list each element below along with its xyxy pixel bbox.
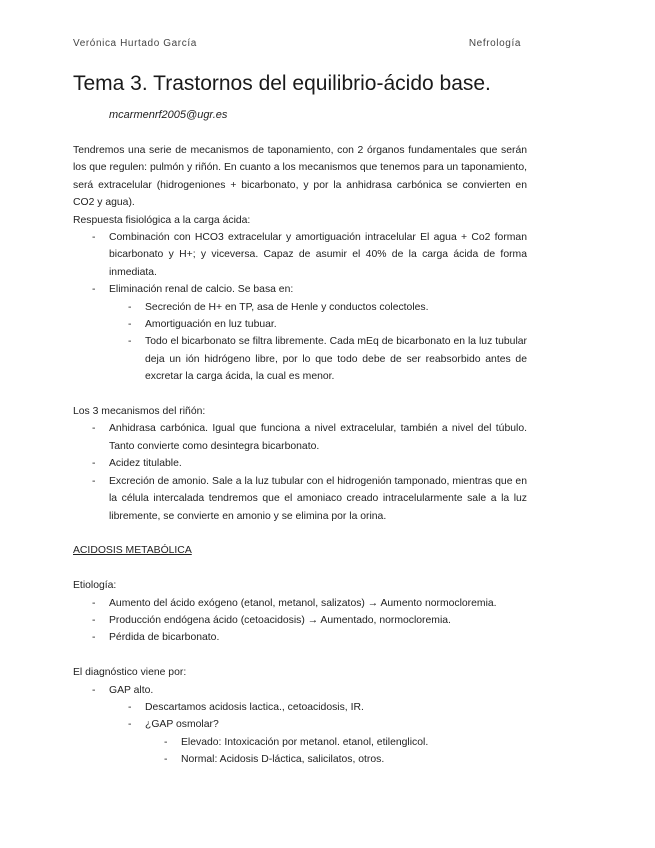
- list-item: - Elevado: Intoxicación por metanol. etanol, etilenglicol.: [181, 734, 527, 751]
- list-item: - Descartamos acidosis lactica., cetoacidosis, IR.: [145, 699, 527, 716]
- list-item: - Excreción de amonio. Sale a la luz tubular con el hidrogenión tamponado, mientras que en la célula intercalada tendremos que el amoniaco creado intracelularmente sale a la luz libremente, se convierte en amonio y se elimina por la orina.: [109, 473, 527, 525]
- diagnostico-label: El diagnóstico viene por:: [73, 667, 187, 679]
- list-item-text: Eliminación renal de calcio. Se basa en:: [109, 284, 294, 296]
- header-subject: Nefrología: [468, 38, 521, 49]
- list-item-text: ¿GAP osmolar?: [145, 719, 219, 731]
- author-email: mcarmenrf2005@ugr.es: [109, 109, 228, 121]
- list-item: - Pérdida de bicarbonato.: [109, 629, 527, 646]
- list-item: - Normal: Acidosis D-láctica, salicilatos, otros.: [181, 751, 527, 768]
- mecanismos-list: [73, 420, 527, 524]
- document-body: [73, 142, 527, 769]
- list-item-text: GAP alto.: [109, 684, 154, 696]
- diagnostico-list: [73, 682, 527, 769]
- list-item: - Todo el bicarbonato se filtra libremente. Cada mEq de bicarbonato en la luz tubular deja un ión hidrógeno libre, por lo que todo debe de ser reabsorbido antes de excretar la carga ácida, la cual es menor.: [145, 333, 527, 385]
- list-item: - Amortiguación en luz tubuar.: [145, 316, 527, 333]
- respuesta-sublist: [109, 299, 527, 386]
- list-item: - Combinación con HCO3 extracelular y amortiguación intracelular El agua + Co2 forman bicarbonato y H+; y viceversa. Capaz de asumir el 40% de la carga ácida de forma inmediata.: [109, 229, 527, 281]
- list-item: - Secreción de H+ en TP, asa de Henle y conductos colectoles.: [145, 299, 527, 316]
- etiologia-list: [73, 595, 527, 647]
- respuesta-label: Respuesta fisiológica a la carga ácida:: [73, 214, 251, 226]
- list-item: - Aumento del ácido exógeno (etanol, metanol, salizatos) → Aumento normocloremia.: [109, 595, 527, 612]
- list-item: [109, 281, 527, 385]
- list-item: - Anhidrasa carbónica. Igual que funciona a nivel extracelular, también a nivel del túbulo. Tanto convierte como desintegra bicarbonato.: [109, 420, 527, 455]
- page-title: Tema 3. Trastornos del equilibrio-ácido base.: [73, 72, 491, 95]
- mecanismos-label: Los 3 mecanismos del riñón:: [73, 406, 206, 418]
- etiologia-label: Etiología:: [73, 580, 117, 592]
- intro-paragraph: Tendremos una serie de mecanismos de taponamiento, con 2 órganos fundamentales que serán los que regulen: pulmón y riñón. En cuanto a los mecanismos que tenemos para un taponamiento, será extracelular (hidrogeniones + bicarbonato, y por la anhidrasa carbónica se convierten en CO2 y agua).: [73, 145, 527, 209]
- list-item: - Acidez titulable.: [109, 455, 527, 472]
- list-item: [109, 682, 527, 769]
- acidosis-heading: ACIDOSIS METABÓLICA: [73, 545, 192, 557]
- respuesta-list: [73, 229, 527, 386]
- header-author: Verónica Hurtado García: [73, 38, 197, 49]
- diagnostico-subsublist: [145, 734, 527, 769]
- list-item: - Producción endógena ácido (cetoacidosis) → Aumentado, normocloremia.: [109, 612, 527, 629]
- diagnostico-sublist: [109, 699, 527, 769]
- list-item: [145, 716, 527, 768]
